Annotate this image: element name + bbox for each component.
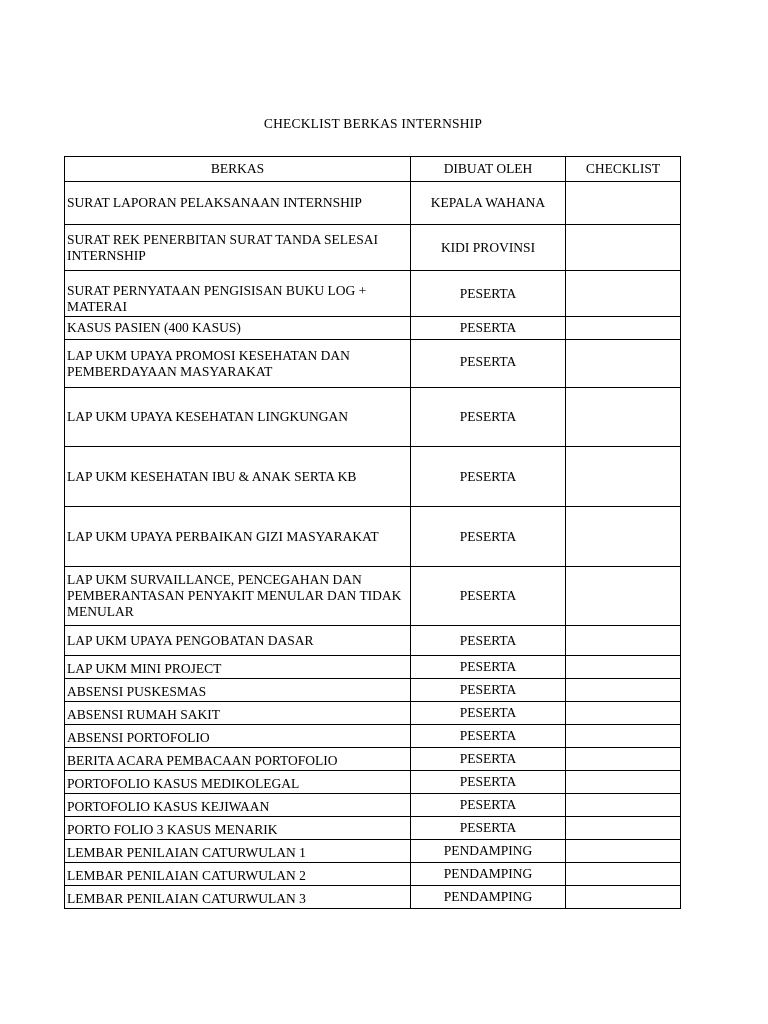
table-row [65,656,681,679]
table-row [65,567,681,626]
checklist-cell[interactable] [566,886,681,909]
berkas-cell: LAP UKM UPAYA PENGOBATAN DASAR [65,626,411,656]
berkas-cell: LAP UKM MINI PROJECT [65,656,411,679]
checklist-cell[interactable] [566,340,681,388]
berkas-cell: BERITA ACARA PEMBACAAN PORTOFOLIO [65,748,411,771]
table-row [65,447,681,507]
table-row [65,725,681,748]
dibuat-oleh-cell: PESERTA [411,340,566,388]
berkas-cell: SURAT REK PENERBITAN SURAT TANDA SELESAI INTERNSHIP [65,225,411,271]
dibuat-oleh-cell: PESERTA [411,725,566,748]
header-berkas: BERKAS [65,157,411,182]
berkas-cell: LEMBAR PENILAIAN CATURWULAN 2 [65,863,411,886]
table-row [65,388,681,447]
checklist-cell[interactable] [566,794,681,817]
checklist-cell[interactable] [566,702,681,725]
berkas-cell: LAP UKM UPAYA PROMOSI KESEHATAN DAN PEMBERDAYAAN MASYARAKAT [65,340,411,388]
table-row [65,507,681,567]
table-row [65,626,681,656]
checklist-cell[interactable] [566,840,681,863]
table-row [65,794,681,817]
berkas-cell: LAP UKM UPAYA PERBAIKAN GIZI MASYARAKAT [65,507,411,567]
checklist-cell[interactable] [566,447,681,507]
table-row [65,225,681,271]
dibuat-oleh-cell: PENDAMPING [411,840,566,863]
berkas-cell: LAP UKM UPAYA KESEHATAN LINGKUNGAN [65,388,411,447]
checklist-cell[interactable] [566,771,681,794]
dibuat-oleh-cell: PESERTA [411,567,566,626]
header-dibuat-oleh: DIBUAT OLEH [411,157,566,182]
table-row [65,863,681,886]
berkas-cell: LEMBAR PENILAIAN CATURWULAN 3 [65,886,411,909]
checklist-cell[interactable] [566,748,681,771]
berkas-cell: ABSENSI RUMAH SAKIT [65,702,411,725]
dibuat-oleh-cell: PESERTA [411,388,566,447]
berkas-cell: PORTO FOLIO 3 KASUS MENARIK [65,817,411,840]
dibuat-oleh-cell: KIDI PROVINSI [411,225,566,271]
berkas-cell: LEMBAR PENILAIAN CATURWULAN 1 [65,840,411,863]
table-row [65,317,681,340]
checklist-cell[interactable] [566,817,681,840]
berkas-cell: KASUS PASIEN (400 KASUS) [65,317,411,340]
checklist-cell[interactable] [566,507,681,567]
checklist-cell[interactable] [566,317,681,340]
table-row [65,748,681,771]
table-row [65,702,681,725]
berkas-cell: SURAT LAPORAN PELAKSANAAN INTERNSHIP [65,182,411,225]
dibuat-oleh-cell: PESERTA [411,626,566,656]
dibuat-oleh-cell: PESERTA [411,447,566,507]
berkas-cell: SURAT PERNYATAAN PENGISISAN BUKU LOG + MATERAI [65,271,411,317]
checklist-cell[interactable] [566,679,681,702]
berkas-cell: LAP UKM SURVAILLANCE, PENCEGAHAN DAN PEMBERANTASAN PENYAKIT MENULAR DAN TIDAK MENULAR [65,567,411,626]
table-row [65,817,681,840]
checklist-cell[interactable] [566,626,681,656]
table-row [65,840,681,863]
table-row [65,771,681,794]
dibuat-oleh-cell: PESERTA [411,507,566,567]
header-row [65,157,681,182]
table-row [65,182,681,225]
berkas-cell: LAP UKM KESEHATAN IBU & ANAK SERTA KB [65,447,411,507]
dibuat-oleh-cell: PESERTA [411,771,566,794]
dibuat-oleh-cell: PESERTA [411,271,566,317]
table-row [65,886,681,909]
dibuat-oleh-cell: PESERTA [411,748,566,771]
checklist-table [64,156,681,909]
dibuat-oleh-cell: PENDAMPING [411,886,566,909]
berkas-cell: PORTOFOLIO KASUS KEJIWAAN [65,794,411,817]
table-row [65,340,681,388]
dibuat-oleh-cell: KEPALA WAHANA [411,182,566,225]
header-checklist: CHECKLIST [566,157,681,182]
dibuat-oleh-cell: PENDAMPING [411,863,566,886]
checklist-cell[interactable] [566,182,681,225]
dibuat-oleh-cell: PESERTA [411,817,566,840]
berkas-cell: ABSENSI PUSKESMAS [65,679,411,702]
checklist-cell[interactable] [566,725,681,748]
checklist-cell[interactable] [566,656,681,679]
dibuat-oleh-cell: PESERTA [411,317,566,340]
dibuat-oleh-cell: PESERTA [411,794,566,817]
checklist-cell[interactable] [566,271,681,317]
table-row [65,271,681,317]
checklist-cell[interactable] [566,863,681,886]
table-row [65,679,681,702]
checklist-cell[interactable] [566,225,681,271]
berkas-cell: PORTOFOLIO KASUS MEDIKOLEGAL [65,771,411,794]
document-title: CHECKLIST BERKAS INTERNSHIP [263,116,483,131]
dibuat-oleh-cell: PESERTA [411,702,566,725]
dibuat-oleh-cell: PESERTA [411,656,566,679]
checklist-cell[interactable] [566,567,681,626]
dibuat-oleh-cell: PESERTA [411,679,566,702]
berkas-cell: ABSENSI PORTOFOLIO [65,725,411,748]
checklist-cell[interactable] [566,388,681,447]
